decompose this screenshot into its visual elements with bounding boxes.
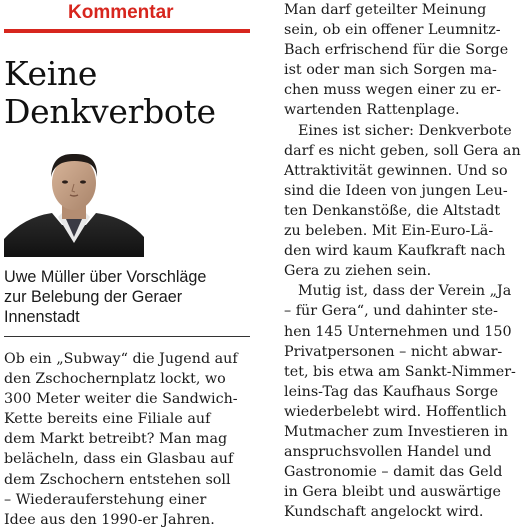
- body-line: Man darf geteilter Meinung: [284, 2, 487, 18]
- body-line: Ob ein „Subway“ die Jugend auf: [4, 351, 238, 367]
- body-line: tet, bis etwa am Sankt-Nimmer-: [284, 363, 516, 380]
- right-paragraph-2: [284, 121, 526, 282]
- body-line: darf es nicht geben, soll Gera an: [284, 142, 521, 159]
- right-paragraph-1: [284, 0, 526, 121]
- body-line: Kundschaft angelockt wird.: [284, 504, 484, 521]
- left-column: [4, 0, 250, 530]
- byline-line: Innenstadt: [4, 308, 80, 326]
- body-line: Gera zu ziehen sein.: [284, 263, 432, 280]
- body-line: Kette bereits eine Filiale auf: [4, 411, 211, 428]
- body-line: hen 145 Unternehmen und 150: [284, 323, 512, 340]
- byline-line: Uwe Müller über Vorschläge: [4, 268, 207, 286]
- body-line: belächeln, dass ein Glasbau auf: [4, 451, 234, 468]
- byline-line: zur Belebung der Geraer: [4, 288, 183, 306]
- body-line: wartenden Rattenplage.: [284, 102, 460, 119]
- body-line: Attraktivität gewinnen. Und so: [284, 162, 508, 179]
- left-body-paragraph: [4, 349, 250, 530]
- body-line: ist oder man sich Sorgen ma-: [284, 62, 497, 79]
- body-line: dem Markt betreibt? Man mag: [4, 431, 228, 448]
- right-paragraph-3: [284, 281, 526, 522]
- body-line: Mutig ist, dass der Verein „Ja: [298, 283, 512, 300]
- body-line: – für Gera“, und dahinter ste-: [284, 303, 498, 320]
- right-column: [284, 0, 526, 522]
- body-line: anspruchsvollen Handel und: [284, 444, 492, 461]
- body-line: Mutmacher zum Investieren in: [284, 423, 508, 440]
- body-line: in Gera bleibt und auswärtige: [284, 484, 502, 501]
- headline-line: Keine: [4, 54, 98, 93]
- body-line: Privatpersonen – nicht abwar-: [284, 343, 503, 360]
- body-line: sein, ob ein offener Leumnitz-: [284, 22, 501, 39]
- body-line: sind die Ideen von jungen Leu-: [284, 182, 508, 199]
- body-line: – Wiederauferstehung einer: [4, 491, 207, 508]
- body-line: ten Denkanstöße, die Altstadt: [284, 202, 501, 219]
- body-line: zu beleben. Mit Ein-Euro-Lä-: [284, 223, 494, 240]
- body-line: Eines ist sicher: Denkverbote: [298, 122, 512, 139]
- body-line: wiederbelebt wird. Hoffentlich: [284, 403, 507, 420]
- body-line: den wird kaum Kaufkraft nach: [284, 243, 506, 260]
- body-line: den Zschochernplatz lockt, wo: [4, 371, 226, 388]
- headline-line: Denkverbote: [4, 92, 216, 131]
- headline: [4, 55, 250, 131]
- rubric-label: Kommentar: [4, 0, 250, 33]
- body-line: 300 Meter weiter die Sandwich-: [4, 391, 238, 408]
- body-line: chen muss wegen einer zu er-: [284, 82, 501, 99]
- body-line: leins-Tag das Kaufhaus Sorge: [284, 383, 499, 400]
- body-line: dem Zschochern entstehen soll: [4, 471, 231, 488]
- body-line: Gastronomie – damit das Geld: [284, 464, 503, 481]
- byline: [4, 267, 250, 337]
- author-portrait-image: [4, 147, 144, 257]
- body-line: Bach erfrischend für die Sorge: [284, 42, 509, 59]
- author-portrait: [4, 147, 144, 257]
- body-line: Idee aus den 1990-er Jahren.: [4, 511, 215, 528]
